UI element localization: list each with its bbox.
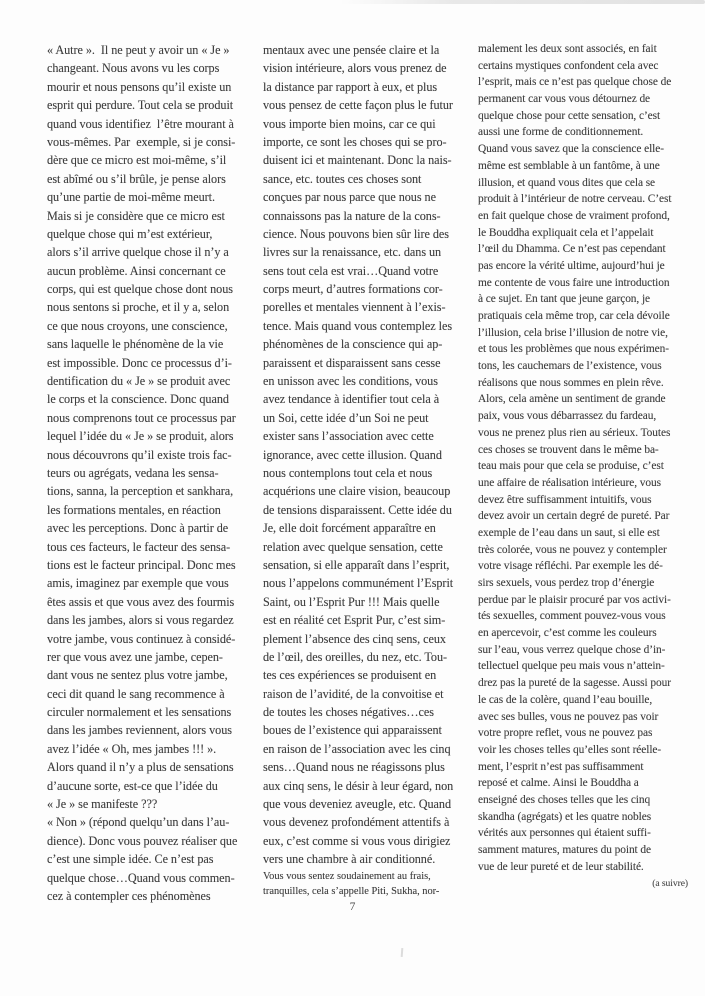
text-line: devez avoir un certain degré de pureté. Par bbox=[478, 510, 670, 523]
text-line: porelles et mentales viennent à l’exis- bbox=[263, 300, 446, 315]
text-line: Mais si je considère que ce micro est bbox=[47, 208, 225, 223]
text-line: « Autre ». Il ne peut y avoir un « Je » bbox=[47, 43, 230, 57]
text-line: la distance par rapport à eux, et plus bbox=[263, 79, 438, 94]
text-line: très colorée, vous ne pouvez y contempler bbox=[478, 543, 667, 556]
text-line: dans les jambes, alors si vous regardez bbox=[47, 613, 234, 628]
text-line: drez pas la pureté de la sagesse. Aussi pour bbox=[478, 677, 671, 690]
text-line: nous l’appelons communément l’Esprit bbox=[263, 576, 454, 591]
text-line: en raison de l’association avec les cinq bbox=[263, 741, 451, 756]
text-column-1 bbox=[47, 41, 254, 905]
text-line: tellectuel quelque peu mais vous n’attein- bbox=[478, 660, 665, 673]
text-line: malement les deux sont associés, en fait bbox=[478, 43, 657, 55]
text-line: « Non » (répond quelqu’un dans l’au- bbox=[47, 815, 230, 830]
text-line: même est semblable à un fantôme, à une bbox=[478, 159, 660, 172]
text-line: acquérions une claire vision, beaucoup bbox=[263, 484, 451, 499]
text-line: sirs sexuels, vous perdez trop d’énergie bbox=[478, 577, 655, 589]
text-line: avec les perceptions. Donc à partir de bbox=[47, 521, 229, 536]
text-line: quand vous identifiez l’être mourant à bbox=[47, 116, 234, 131]
text-line: sans laquelle le phénomène de la vie bbox=[47, 337, 224, 352]
text-line: d’aucune sorte, est-ce que l’idée du bbox=[47, 778, 218, 793]
text-line: ceci dit quand le sang recommence à bbox=[47, 686, 225, 701]
text-line: qu’une partie de moi-même meurt. bbox=[47, 190, 215, 205]
text-line: quelque chose pour cette sensation, c’est bbox=[478, 109, 661, 122]
text-line: de toutes les choses négatives…ces bbox=[263, 705, 434, 720]
text-line: circuler normalement et les sensations bbox=[47, 705, 232, 720]
text-line: produit à l’intérieur de notre cerveau. C’est bbox=[478, 193, 672, 206]
text-line: tranquilles, cela s’appelle Piti, Sukha, nor- bbox=[263, 885, 440, 897]
text-line: vers une chambre à air conditionné. bbox=[263, 852, 436, 867]
text-line: vous importe bien moins, car ce qui bbox=[263, 116, 436, 131]
text-line: de l’œil, des oreilles, du nez, etc. Tou- bbox=[263, 649, 448, 664]
text-line: l’esprit, mais ce n’est pas quelque chose de bbox=[478, 76, 672, 89]
text-line: le cas de la colère, quand l’eau bouille, bbox=[478, 693, 653, 706]
text-line: reposé et calme. Ainsi le Bouddha a bbox=[478, 777, 639, 790]
text-line: réalisons que nous sommes en plein rêve. bbox=[478, 376, 664, 389]
text-line: eux, c’est comme si vous vous dirigiez bbox=[263, 833, 451, 848]
text-line: vous pensez de cette façon plus le futur bbox=[263, 98, 453, 113]
text-line: devez être suffisamment intuitifs, vous bbox=[478, 493, 652, 506]
text-line: exister sans l’association avec cette bbox=[263, 429, 434, 444]
text-line: avec ses bulles, vous ne pouvez pas voir bbox=[478, 710, 659, 723]
text-line: le corps et la conscience. Donc quand bbox=[47, 392, 229, 407]
text-line: amis, imaginez par exemple que vous bbox=[47, 576, 229, 591]
text-line: tons, les cauchemars de l’existence, vous bbox=[478, 360, 662, 373]
text-line: perdue par le plaisir procuré par vos activi- bbox=[478, 593, 671, 606]
text-line: ment, l’esprit n’est pas suffisamment bbox=[478, 760, 644, 773]
text-line: dère que ce micro est moi-même, s’il bbox=[47, 153, 227, 168]
text-line: cience. Nous pouvons bien sûr lire des bbox=[263, 226, 449, 241]
text-line: tes ces expériences se produisent en bbox=[263, 668, 437, 683]
text-line: phénomènes de la conscience qui ap- bbox=[263, 337, 443, 352]
text-line: tous ces facteurs, le facteur des sensa- bbox=[47, 539, 231, 554]
scan-artifact-bottom bbox=[401, 948, 404, 957]
text-line: lequel l’idée du « Je » se produit, alors bbox=[47, 429, 234, 444]
text-column-3-body bbox=[478, 41, 690, 875]
text-line: vous devenez profondément attentifs à bbox=[263, 815, 450, 830]
text-line: Alors quand il n’y a plus de sensations bbox=[47, 760, 234, 775]
text-line: vérités aux personnes qui étaient suffi- bbox=[478, 827, 651, 840]
text-line: permanent car vous vous détournez de bbox=[478, 93, 651, 106]
text-line: est impossible. Donc ce processus d’i- bbox=[47, 355, 232, 370]
text-line: tions, sanna, la perception et sankhara, bbox=[47, 484, 234, 499]
text-line: paix, vous vous débarrassez du fardeau, bbox=[478, 410, 657, 423]
text-line: le Bouddha expliquait cela et l’appelait bbox=[478, 226, 654, 239]
text-line: mourir et nous pensons qu’il existe un bbox=[47, 79, 232, 94]
text-line: conçues par nous parce que nous ne bbox=[263, 190, 436, 205]
text-line: tions est le facteur principal. Donc mes bbox=[47, 557, 236, 572]
text-line: ces choses se trouvent dans le même ba- bbox=[478, 443, 659, 456]
text-line: votre visage réfléchi. Par exemple les dé- bbox=[478, 560, 663, 573]
text-line: tence. Mais quand vous contemplez les bbox=[263, 318, 453, 333]
text-line: « Je » se manifeste ??? bbox=[47, 797, 158, 812]
text-line: relation avec quelque sensation, cette bbox=[263, 539, 443, 554]
continuation-note: (a suivre) bbox=[652, 878, 688, 890]
text-line: livres sur la renaissance, etc. dans un bbox=[263, 245, 442, 260]
text-line: exemple de l’eau dans un saut, si elle est bbox=[478, 526, 660, 539]
text-line: aussi une forme de conditionnement. bbox=[478, 126, 644, 139]
text-line: paraissent et disparaissent sans cesse bbox=[263, 355, 441, 370]
text-line: dans les jambes reviennent, alors vous bbox=[47, 723, 232, 738]
text-line: et tous les problèmes que nous expérimen- bbox=[478, 343, 669, 356]
text-line: Saint, ou l’Esprit Pur !!! Mais quelle bbox=[263, 594, 440, 609]
text-column-2-small-print bbox=[263, 869, 470, 899]
page-number: 7 bbox=[349, 901, 356, 913]
text-column-2 bbox=[263, 41, 470, 899]
text-line: avez tendance à identifier tout cela à bbox=[263, 392, 440, 407]
text-line: duisent ici et maintenant. Donc la nais- bbox=[263, 153, 452, 168]
text-line: aucun problème. Ainsi concernant ce bbox=[47, 263, 226, 278]
text-line: raison de l’avidité, de la convoitise et bbox=[263, 686, 444, 701]
text-line: Vous vous sentez soudainement au frais, bbox=[263, 870, 431, 882]
text-line: esprit qui perdure. Tout cela se produit bbox=[47, 98, 234, 113]
text-line: pratiquais cela même trop, car cela dévoile bbox=[478, 310, 670, 322]
text-line: avez l’idée « Oh, mes jambes !!! ». bbox=[47, 741, 217, 756]
text-line: alors s’il arrive quelque chose il n’y a bbox=[47, 245, 229, 260]
text-line: dant vous ne sentez plus votre jambe, bbox=[47, 668, 228, 683]
text-line: vous-mêmes. Par exemple, si je consi- bbox=[47, 134, 236, 149]
text-line: en fait quelque chose de vraiment profond, bbox=[478, 209, 670, 222]
text-line: sensation, si elle apparaît dans l’esprit, bbox=[263, 557, 450, 572]
text-line: vous ne prenez plus rien au sérieux. Toutes bbox=[478, 426, 671, 439]
text-line: sur l’eau, vous verrez quelque chose d’in- bbox=[478, 643, 666, 656]
text-line: rer que vous avez une jambe, cepen- bbox=[47, 649, 223, 664]
text-line: nous sentons si proche, et il y a, selon bbox=[47, 300, 230, 315]
text-line: skandha (agrégats) et les quatre nobles bbox=[478, 810, 652, 823]
text-line: ignorance, avec cette illusion. Quand bbox=[263, 447, 442, 462]
text-line: ce que nous croyons, une conscience, bbox=[47, 318, 228, 333]
text-line: en unisson avec les conditions, vous bbox=[263, 374, 438, 389]
text-line: êtes assis et que vous avez des fourmis bbox=[47, 594, 235, 609]
text-line: changeant. Nous avons vu les corps bbox=[47, 61, 220, 76]
text-line: quelque chose…Quand vous commen- bbox=[47, 870, 235, 885]
text-line: vision intérieure, alors vous prenez de bbox=[263, 61, 447, 76]
text-line: les formations mentales, en réaction bbox=[47, 502, 221, 517]
scan-artifact-top bbox=[340, 0, 705, 4]
text-line: voir les choses telles qu’elles sont réelle- bbox=[478, 743, 662, 756]
text-line: teau mais pour que cela se produise, c’est bbox=[478, 460, 664, 473]
text-column-3 bbox=[478, 41, 690, 889]
text-line: corps meurt, d’autres formations cor- bbox=[263, 282, 443, 297]
text-line: vue de leur pureté et de leur stabilité. bbox=[478, 860, 644, 873]
text-line: à ce sujet. En tant que jeune garçon, je bbox=[478, 293, 651, 306]
text-line: tés sexuelles, comment pouvez-vous vous bbox=[478, 610, 666, 623]
text-line: sance, etc. toutes ces choses sont bbox=[263, 171, 422, 186]
text-line: Alors, cela amène un sentiment de grande bbox=[478, 393, 666, 406]
text-line: est abîmé ou s’il brûle, je pense alors bbox=[47, 171, 226, 186]
text-line: l’illusion, cela brise l’illusion de notre vie, bbox=[478, 326, 668, 339]
text-line: me contente de vous faire une introduction bbox=[478, 276, 670, 289]
text-line: est en réalité cet Esprit Pur, c’est sim- bbox=[263, 613, 446, 628]
text-line: dience). Donc vous pouvez réaliser que bbox=[47, 833, 238, 848]
text-line: pas encore la vérité ultime, aujourd’hui je bbox=[478, 259, 665, 272]
text-line: l’œil du Dhamma. Ce n’est pas cependant bbox=[478, 243, 666, 256]
text-line: mentaux avec une pensée claire et la bbox=[263, 43, 440, 57]
text-line: samment matures, matures du point de bbox=[478, 844, 652, 856]
text-line: que vous deveniez aveugle, etc. Quand bbox=[263, 797, 451, 812]
text-line: importe, ce sont les choses qui se pro- bbox=[263, 134, 447, 149]
text-line: Quand vous savez que la conscience elle- bbox=[478, 143, 664, 156]
text-line: dentification du « Je » se produit avec bbox=[47, 374, 231, 389]
text-line: de tensions disparaissent. Cette idée du bbox=[263, 502, 452, 517]
text-line: une affaire de réalisation intérieure, vous bbox=[478, 476, 661, 489]
text-column-2-body bbox=[263, 41, 470, 869]
text-line: Je, elle doit forcément apparaître en bbox=[263, 521, 436, 536]
text-line: boues de l’existence qui apparaissent bbox=[263, 723, 442, 738]
text-line: votre jambe, vous continuez à considé- bbox=[47, 631, 236, 646]
text-line: enseigné des choses telles que les cinq bbox=[478, 793, 651, 806]
text-line: illusion, et quand vous dites que cela se bbox=[478, 176, 656, 189]
text-line: votre propre reflet, vous ne pouvez pas bbox=[478, 727, 653, 740]
text-line: nous contemplons tout cela et nous bbox=[263, 465, 433, 480]
text-line: certains mystiques confondent cela avec bbox=[478, 59, 659, 72]
text-line: teurs ou agrégats, vedana les sensa- bbox=[47, 465, 219, 480]
text-line: quelque chose qui m’est extérieur, bbox=[47, 226, 213, 241]
text-line: connaissons pas la nature de la cons- bbox=[263, 208, 441, 223]
text-line: c’est une simple idée. Ce n’est pas bbox=[47, 852, 214, 867]
text-line: cez à contempler ces phénomènes bbox=[47, 888, 211, 903]
text-line: corps, qui est quelque chose dont nous bbox=[47, 282, 233, 297]
text-line: nous comprenons tout ce processus par bbox=[47, 410, 236, 425]
text-line: sens…Quand nous ne réagissons plus bbox=[263, 760, 445, 775]
text-line: sens tout cela est vrai…Quand votre bbox=[263, 263, 439, 278]
text-line: un Soi, cette idée d’un Soi ne peut bbox=[263, 410, 429, 425]
text-line: aux cinq sens, le désir à leur égard, non bbox=[263, 778, 454, 793]
text-line: nous découvrons qu’il existe trois fac- bbox=[47, 447, 232, 462]
text-line: en apercevoir, c’est comme les couleurs bbox=[478, 627, 657, 640]
text-line: plement l’absence des cinq sens, ceux bbox=[263, 631, 446, 646]
